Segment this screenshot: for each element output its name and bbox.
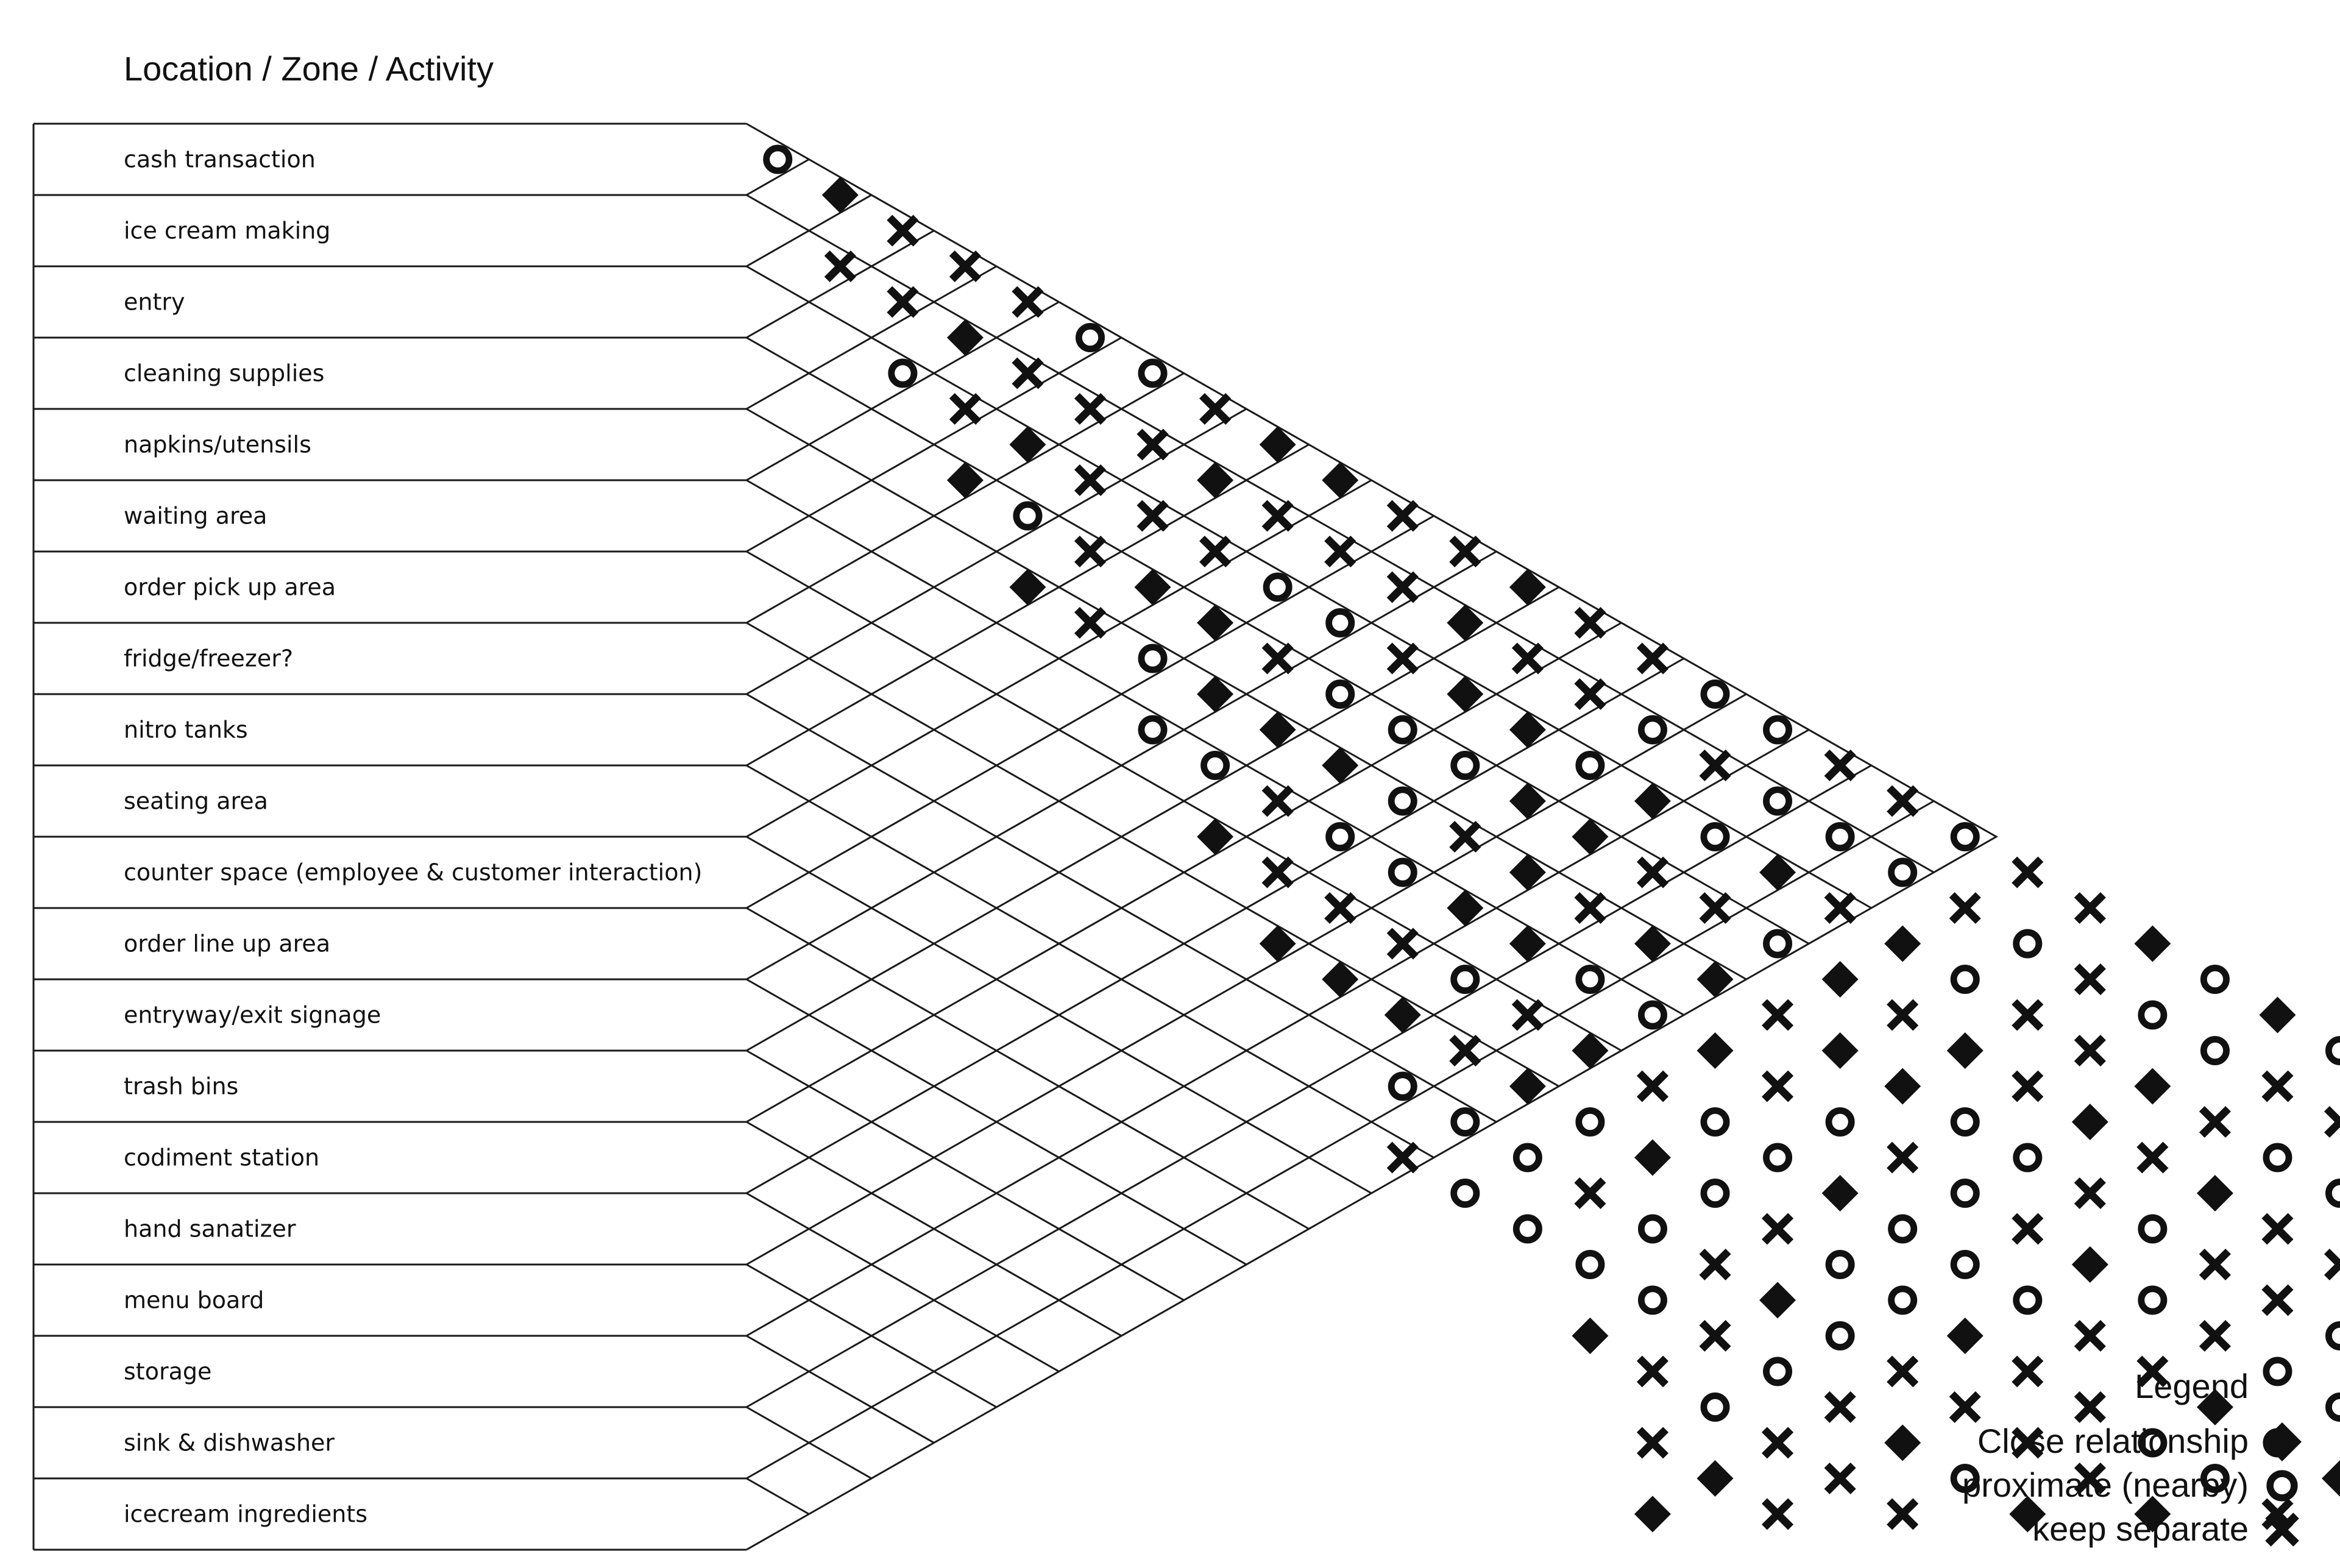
separate-cross (1264, 503, 1291, 529)
separate-cross (1890, 1002, 1916, 1028)
close-relationship-diamond (1572, 1318, 1608, 1354)
proximate-circle (1766, 790, 1789, 812)
close-relationship-diamond (1447, 676, 1483, 712)
close-relationship-diamond (947, 319, 984, 356)
proximate-circle (1141, 362, 1164, 385)
separate-cross (2140, 1144, 2166, 1171)
separate-cross (2015, 1216, 2041, 1242)
proximate-circle (1454, 968, 1477, 990)
separate-cross (1452, 1037, 1478, 1063)
separate-cross (2202, 1251, 2228, 1277)
diagonal-line (746, 1478, 809, 1514)
close-relationship-diamond (1260, 427, 1296, 463)
row-label: counter space (employee & customer interaction) (124, 859, 703, 886)
proximate-circle (1892, 861, 1914, 884)
row-label: order pick up area (124, 573, 336, 601)
proximate-circle (2328, 1182, 2340, 1204)
proximate-circle (1954, 1182, 1976, 1204)
row-label: storage (124, 1358, 212, 1385)
proximate-circle (1954, 1110, 1976, 1133)
row-label: ice cream making (124, 217, 331, 244)
proximate-circle (1454, 754, 1477, 776)
row-label: trash bins (124, 1073, 239, 1100)
separate-cross (2202, 1109, 2228, 1135)
close-relationship-diamond (2322, 1460, 2340, 1497)
proximate-circle (1391, 718, 1414, 741)
close-relationship-diamond (1322, 961, 1358, 998)
diagonal-line (746, 908, 1309, 1229)
diagonal-line (746, 160, 809, 196)
separate-cross (1015, 360, 1041, 386)
separate-cross (1264, 859, 1291, 885)
close-relationship-diamond (1135, 569, 1171, 606)
separate-cross (890, 218, 916, 244)
proximate-circle (1829, 1253, 1851, 1275)
close-relationship-diamond (1759, 854, 1796, 891)
close-relationship-diamond (1634, 783, 1671, 820)
proximate-circle (1579, 754, 1601, 776)
proximate-circle (2266, 1360, 2289, 1383)
separate-cross (1764, 1430, 1790, 1456)
separate-cross (1827, 895, 1853, 921)
separate-cross (1327, 538, 1353, 564)
separate-cross (1952, 895, 1978, 921)
proximate-icon (2270, 1474, 2294, 1498)
separate-cross (1389, 574, 1416, 600)
proximate-circle (2016, 1146, 2039, 1169)
separate-cross (2015, 859, 2041, 885)
proximate-circle (1954, 825, 1976, 848)
close-relationship-diamond (1260, 926, 1296, 962)
close-relationship-diamond (1884, 1425, 1921, 1461)
proximate-circle (1391, 861, 1414, 884)
close-relationship-diamond (822, 177, 859, 213)
separate-cross (1702, 895, 1728, 921)
proximate-circle (1704, 683, 1726, 705)
close-relationship-diamond (1197, 818, 1233, 855)
proximate-circle (1516, 1218, 1539, 1240)
diagonal-line (746, 302, 1059, 481)
separate-cross (1514, 645, 1540, 672)
proximate-circle (1954, 968, 1976, 990)
separate-cross (1764, 1216, 1790, 1242)
diagonal-line (746, 623, 1559, 1087)
close-relationship-diamond (947, 462, 984, 498)
close-relationship-diamond (1634, 1140, 1671, 1176)
separate-cross (1702, 1322, 1728, 1349)
close-relationship-diamond (1509, 783, 1546, 820)
separate-cross (1890, 1358, 1916, 1385)
close-relationship-icon (2263, 1422, 2302, 1461)
proximate-circle (1892, 1218, 1914, 1240)
proximate-circle (2016, 1289, 2039, 1311)
proximate-circle (1204, 754, 1227, 776)
separate-cross (1202, 538, 1228, 564)
diagonal-line (746, 1051, 1184, 1300)
close-relationship-diamond (1572, 1032, 1608, 1069)
separate-cross (1639, 1073, 1665, 1099)
proximate-circle (767, 148, 789, 171)
separate-cross (2202, 1322, 2228, 1349)
separate-cross (2015, 1358, 2041, 1385)
separate-cross (1389, 645, 1416, 672)
proximate-circle (2016, 932, 2039, 955)
separate-cross (1702, 752, 1728, 778)
close-relationship-diamond (1822, 1175, 1859, 1211)
separate-cross (2077, 1394, 2103, 1420)
proximate-circle (1079, 326, 1101, 349)
proximate-circle (1766, 1360, 1789, 1383)
proximate-circle (1391, 790, 1414, 812)
separate-cross (1202, 396, 1228, 422)
separate-cross (952, 253, 978, 279)
separate-cross (2264, 1216, 2291, 1242)
close-relationship-diamond (1509, 569, 1546, 606)
separate-cross (1077, 467, 1103, 493)
diagonal-line (746, 730, 1809, 1336)
proximate-circle (1829, 825, 1851, 848)
row-label: napkins/utensils (124, 431, 311, 458)
matrix-title: Location / Zone / Activity (124, 49, 494, 88)
diagonal-line (746, 765, 1434, 1158)
separate-cross (1827, 1465, 1853, 1491)
row-label: fridge/freezer? (124, 645, 294, 672)
proximate-circle (1266, 576, 1289, 598)
separate-cross (827, 253, 853, 279)
proximate-circle (1641, 1218, 1664, 1240)
proximate-circle (1579, 1110, 1601, 1133)
proximate-circle (1641, 1004, 1664, 1026)
close-relationship-diamond (1260, 712, 1296, 748)
proximate-circle (1329, 611, 1352, 634)
close-relationship-diamond (1322, 747, 1358, 784)
proximate-circle (2141, 1218, 2164, 1240)
separate-cross (1827, 752, 1853, 778)
row-label: entry (124, 288, 185, 316)
separate-cross (1327, 895, 1353, 921)
separate-cross (1577, 681, 1603, 707)
diagonal-line (746, 587, 1559, 1051)
separate-cross (1140, 431, 1166, 458)
separate-cross (1264, 788, 1291, 814)
separate-cross (1452, 823, 1478, 850)
separate-cross (1702, 1251, 1728, 1277)
close-relationship-diamond (2259, 997, 2296, 1034)
proximate-circle (2141, 1289, 2164, 1311)
separate-cross (1639, 859, 1665, 885)
separate-cross (1389, 1144, 1416, 1171)
proximate-circle (1391, 1075, 1414, 1098)
row-label: cash transaction (124, 146, 316, 173)
legend-label-close: Close relationship (1977, 1422, 2249, 1460)
row-label: order line up area (124, 930, 331, 957)
close-relationship-diamond (1447, 890, 1483, 926)
diagonal-line (746, 659, 1684, 1194)
separate-cross (2077, 895, 2103, 921)
close-relationship-diamond (2134, 1068, 2171, 1105)
close-relationship-diamond (1884, 1068, 1921, 1105)
proximate-circle (1766, 1146, 1789, 1169)
close-relationship-diamond (1697, 961, 1734, 998)
separate-cross (1639, 1430, 1665, 1456)
row-label: entryway/exit signage (124, 1001, 381, 1029)
proximate-circle (2328, 1396, 2340, 1418)
separate-cross (1077, 538, 1103, 564)
separate-cross (2077, 1180, 2103, 1206)
close-relationship-diamond (1634, 926, 1671, 962)
separate-cross (1764, 1002, 1790, 1028)
row-label: codiment station (124, 1144, 320, 1171)
close-relationship-diamond (1384, 997, 1421, 1034)
proximate-circle (2204, 968, 2226, 990)
proximate-circle (1454, 1110, 1477, 1133)
close-relationship-diamond (1322, 462, 1358, 498)
row-label: sink & dishwasher (124, 1429, 335, 1456)
proximate-circle (1579, 1253, 1601, 1275)
close-relationship-diamond (2072, 1246, 2108, 1283)
diagonal-line (746, 231, 934, 338)
row-label: nitro tanks (124, 716, 248, 743)
separate-cross (1952, 1394, 1978, 1420)
row-label: icecream ingredients (124, 1500, 368, 1528)
separate-cross (2077, 1037, 2103, 1063)
proximate-circle (1704, 1396, 1726, 1418)
separate-cross (2015, 1002, 2041, 1028)
legend (1962, 1367, 2302, 1548)
legend-title: Legend (2135, 1367, 2249, 1405)
close-relationship-diamond (1884, 926, 1921, 962)
proximate-circle (1141, 647, 1164, 670)
separate-cross (1264, 645, 1291, 672)
separate-cross (1890, 1501, 1916, 1527)
proximate-circle (2141, 1004, 2164, 1026)
separate-cross (1890, 1144, 1916, 1171)
proximate-circle (1016, 505, 1039, 527)
separate-cross (1577, 895, 1603, 921)
diagonal-line (746, 1193, 1059, 1372)
row-label: waiting area (124, 502, 268, 530)
close-relationship-diamond (1197, 605, 1233, 641)
separate-cross (1764, 1073, 1790, 1099)
proximate-circle (1829, 1324, 1851, 1347)
close-relationship-diamond (1822, 961, 1859, 998)
close-relationship-diamond (1697, 1032, 1734, 1069)
close-relationship-diamond (1697, 1460, 1734, 1497)
proximate-circle (1141, 718, 1164, 741)
proximate-circle (1954, 1253, 1976, 1275)
separate-cross (1764, 1501, 1790, 1527)
separate-cross (1827, 1394, 1853, 1420)
separate-cross (1077, 609, 1103, 636)
proximate-circle (1766, 932, 1789, 955)
close-relationship-diamond (2072, 1104, 2108, 1140)
close-relationship-diamond (2134, 926, 2171, 962)
proximate-circle (2204, 1039, 2226, 1062)
close-relationship-diamond (1009, 427, 1046, 463)
separate-cross (1077, 396, 1103, 422)
close-relationship-diamond (1822, 1032, 1859, 1069)
proximate-circle (1892, 1289, 1914, 1311)
proximate-circle (1329, 683, 1352, 705)
proximate-circle (1704, 825, 1726, 848)
proximate-circle (1766, 718, 1789, 741)
proximate-circle (1829, 1110, 1851, 1133)
separate-cross (1639, 645, 1665, 672)
separate-cross (1577, 609, 1603, 636)
proximate-circle (1704, 1182, 1726, 1204)
row-label: seating area (124, 787, 268, 815)
diagonal-line (746, 516, 1434, 909)
legend-label-separate: keep separate (2032, 1509, 2249, 1548)
separate-cross (2327, 1251, 2340, 1277)
separate-cross (1389, 503, 1416, 529)
separate-cross (2015, 1073, 2041, 1099)
proximate-circle (1454, 1182, 1477, 1204)
diagonal-line (746, 1336, 934, 1443)
close-relationship-diamond (2197, 1175, 2233, 1211)
separate-cross (952, 396, 978, 422)
separate-cross (2077, 966, 2103, 992)
proximate-circle (2266, 1146, 2289, 1169)
row-label: cleaning supplies (124, 360, 325, 387)
close-relationship-diamond (1947, 1032, 1984, 1069)
close-relationship-diamond (1197, 676, 1233, 712)
row-label: menu board (124, 1286, 264, 1314)
proximate-circle (1329, 825, 1352, 848)
close-relationship-diamond (1947, 1318, 1984, 1354)
diagonal-line (746, 480, 1684, 1015)
proximate-circle (2328, 1039, 2340, 1062)
separate-cross (2264, 1073, 2291, 1099)
close-relationship-diamond (1759, 1282, 1796, 1319)
separate-cross (1514, 1002, 1540, 1028)
proximate-circle (1641, 1289, 1664, 1311)
proximate-circle (1516, 1146, 1539, 1169)
legend-label-proximate: proximate (nearby) (1962, 1466, 2249, 1504)
close-relationship-diamond (1009, 569, 1046, 606)
row-label: hand sanatizer (124, 1215, 296, 1243)
separate-cross (1577, 1180, 1603, 1206)
proximate-circle (2328, 1324, 2340, 1347)
close-relationship-diamond (1509, 854, 1546, 891)
separate-cross (1639, 1358, 1665, 1385)
separate-cross (1140, 503, 1166, 529)
close-relationship-diamond (1634, 1496, 1671, 1533)
proximate-circle (892, 362, 914, 385)
separate-cross (1015, 289, 1041, 315)
close-relationship-diamond (1197, 462, 1233, 498)
separate-cross (1452, 538, 1478, 564)
separate-cross (890, 289, 916, 315)
proximate-circle (1579, 968, 1601, 990)
separate-cross (1389, 931, 1416, 957)
close-relationship-diamond (1509, 1068, 1546, 1105)
close-relationship-diamond (1572, 818, 1608, 855)
close-relationship-diamond (1447, 605, 1483, 641)
separate-cross (2264, 1287, 2291, 1313)
separate-cross (2077, 1322, 2103, 1349)
separate-cross (2327, 1109, 2340, 1135)
proximate-circle (1641, 718, 1664, 741)
proximate-circle (1704, 1110, 1726, 1133)
separate-cross (1890, 788, 1916, 814)
close-relationship-diamond (1509, 712, 1546, 748)
close-relationship-diamond (1509, 926, 1546, 962)
